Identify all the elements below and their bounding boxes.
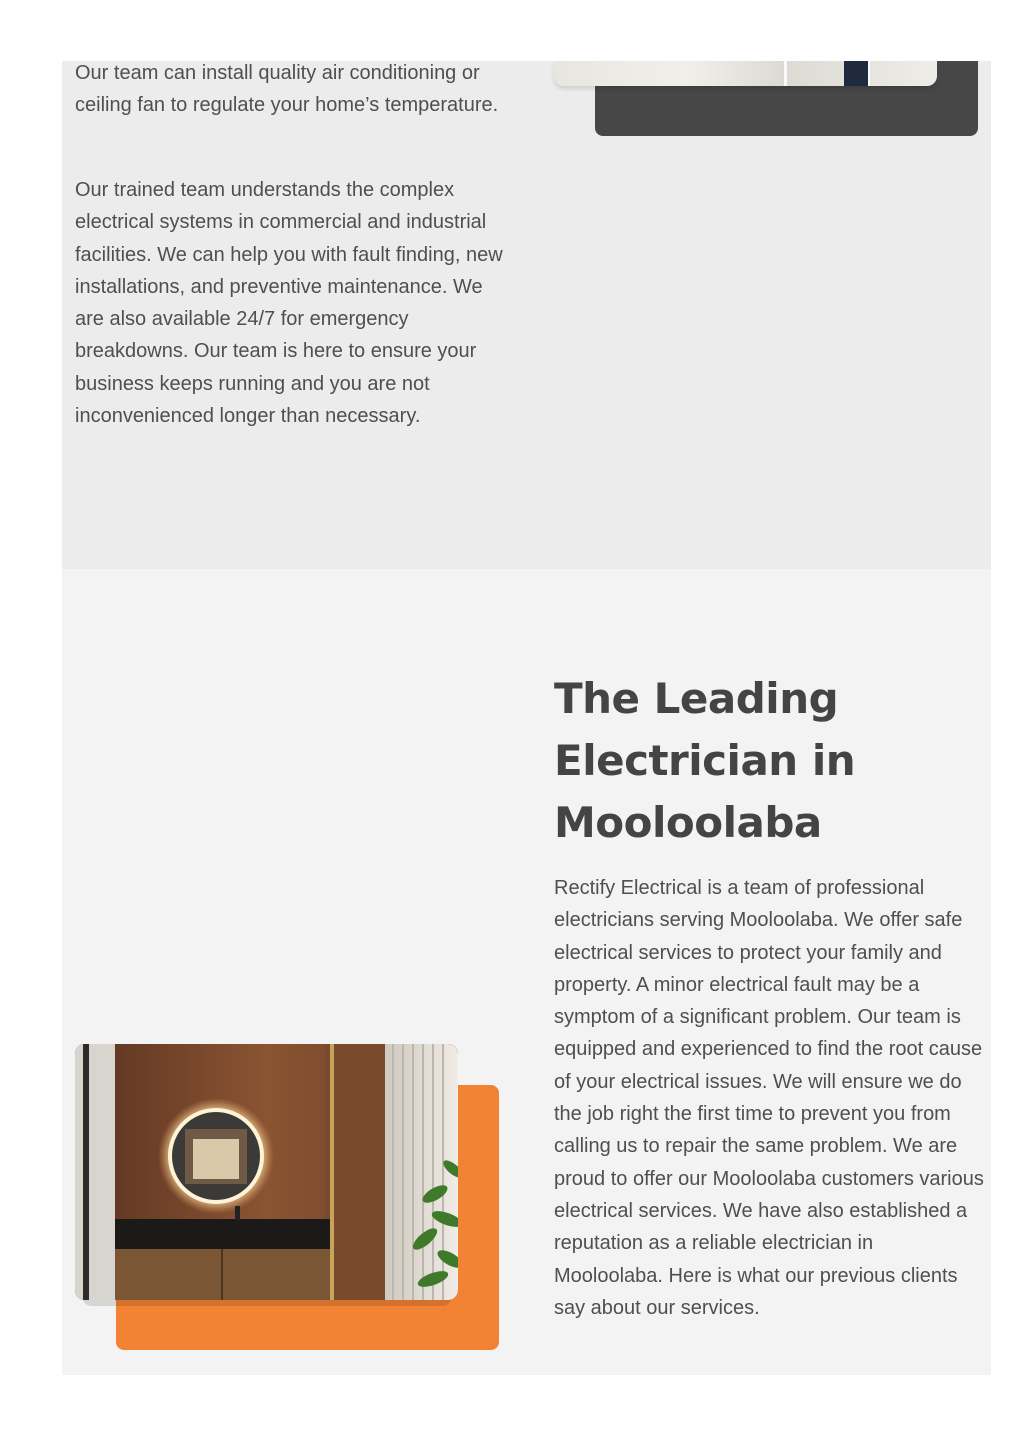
section-heading: The Leading Electrician in Mooloolaba [554, 674, 856, 847]
about-paragraph: Rectify Electrical is a team of professional electricians serving Mooloolaba. We offer safe electrical services to protect your family and property. A minor electrical fault may be a symptom of a significant problem. Our team is equipped and experienced to find the root cause of your electrical issues. We will ensure we do the job right the first time to prevent you from calling us to repair the same problem. We are proud to offer our Mooloolaba customers various electrical services. We have also established a reputation as a reliable electrician in Mooloolaba. Here is what our previous clients say about our services. [554, 877, 984, 1319]
commercial-electrical-paragraph: Our trained team understands the complex electrical systems in commercial and industrial facilities. We can help you with fault finding, new installations, and preventive maintenance. We are also available 24/7 for emergency breakdowns. Our team is here to ensure your business keeps running and you are not inconvenienced longer than necessary. [75, 179, 503, 428]
air-conditioning-paragraph: Our team can install quality air conditioning or ceiling fan to regulate your home’s temperature. [75, 62, 499, 117]
interior-photo [554, 61, 937, 86]
person-detail [844, 61, 868, 86]
bathroom-vanity-photo [75, 1044, 458, 1300]
